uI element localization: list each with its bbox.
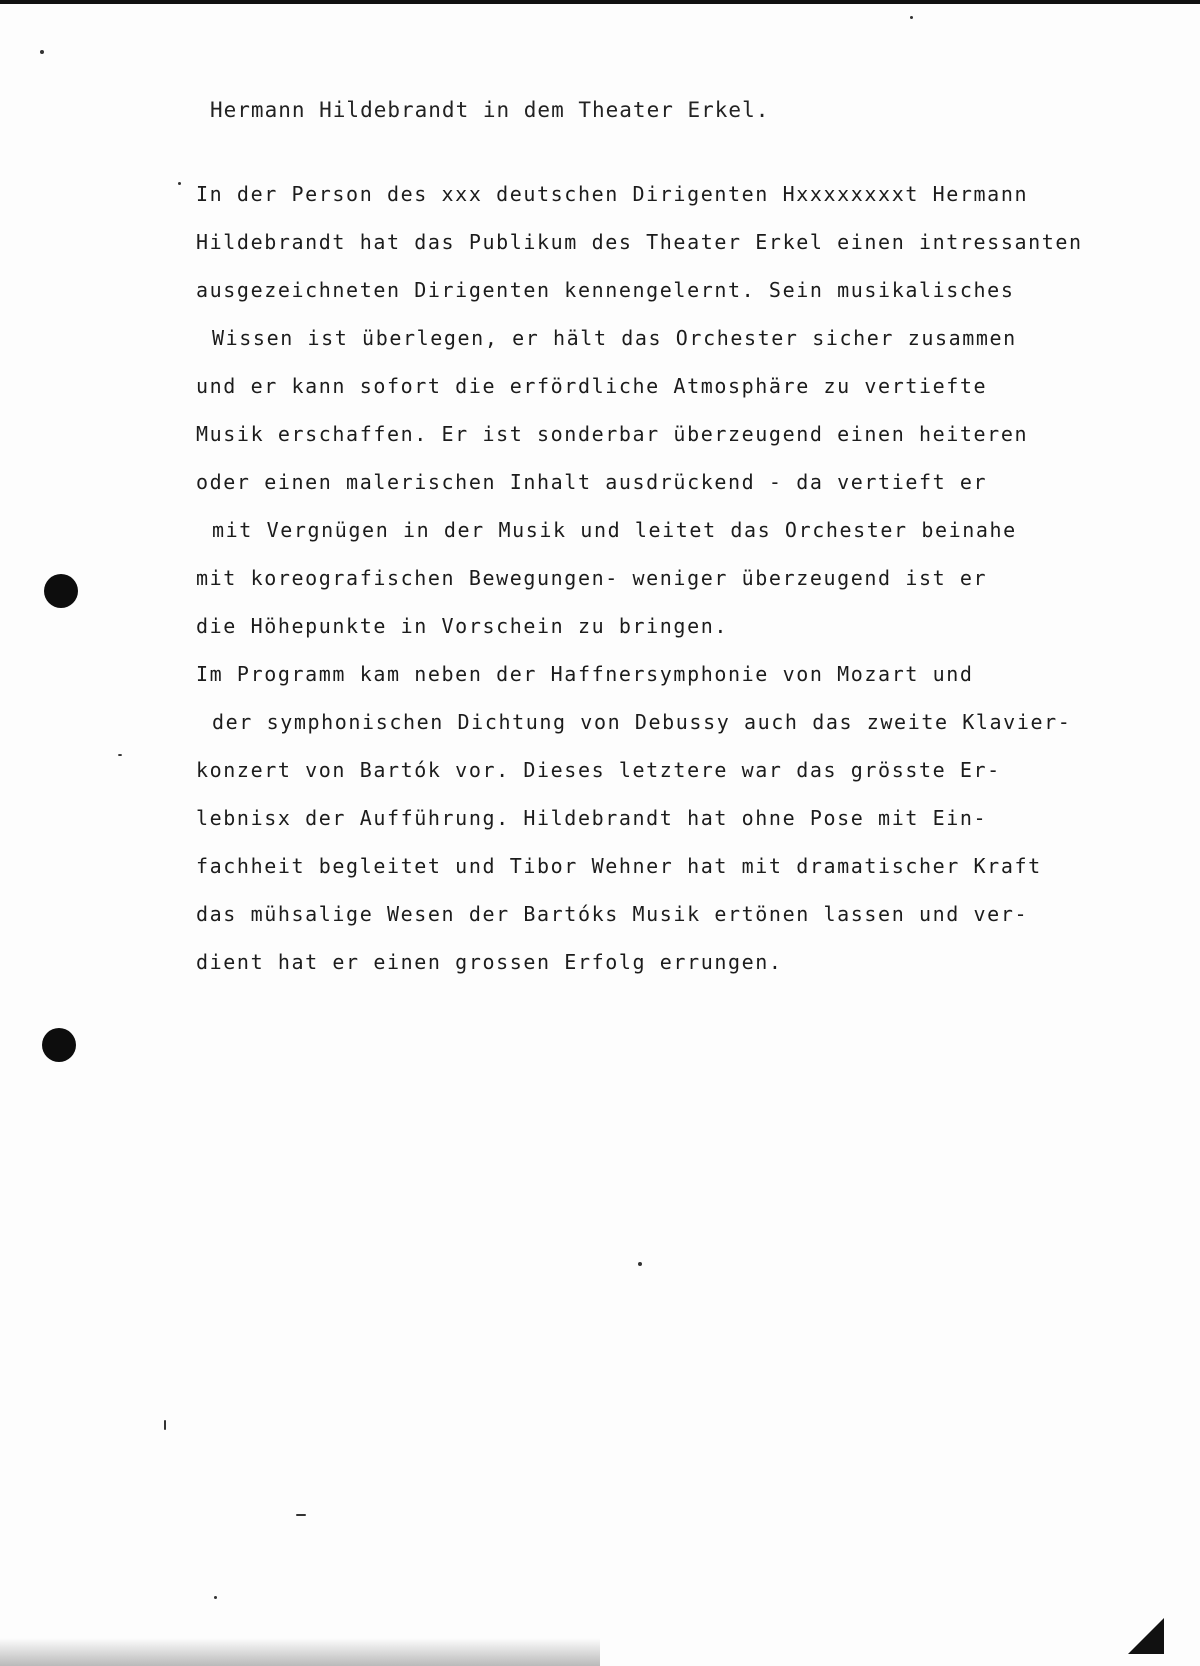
scan-speck bbox=[178, 182, 181, 185]
page-top-edge bbox=[0, 0, 1200, 4]
scan-speck bbox=[118, 754, 122, 756]
punch-hole-upper bbox=[44, 574, 78, 608]
text-line: die Höhepunkte in Vorschein zu bringen. bbox=[196, 614, 728, 638]
text-line: der symphonischen Dichtung von Debussy auch das zweite Klavier- bbox=[212, 710, 1072, 734]
document-title: Hermann Hildebrandt in dem Theater Erkel. bbox=[210, 98, 770, 122]
text-line: mit Vergnügen in der Musik und leitet das Orchester beinahe bbox=[212, 518, 1017, 542]
text-line: Musik erschaffen. Er ist sonderbar überzeugend einen heiteren bbox=[196, 422, 1029, 446]
text-line: und er kann sofort die erfördliche Atmosphäre zu vertiefte bbox=[196, 374, 988, 398]
text-line: In der Person des xxx deutschen Dirigenten Hxxxxxxxxt Hermann bbox=[196, 182, 1029, 206]
scan-speck bbox=[164, 1420, 166, 1430]
text-line: Wissen ist überlegen, er hält das Orchester sicher zusammen bbox=[212, 326, 1017, 350]
punch-hole-lower bbox=[42, 1028, 76, 1062]
scan-speck bbox=[296, 1514, 306, 1516]
scan-smudge bbox=[0, 1638, 600, 1666]
text-line: ausgezeichneten Dirigenten kennengelernt. Sein musikalisches bbox=[196, 278, 1015, 302]
corner-mark bbox=[1128, 1618, 1164, 1654]
text-line: fachheit begleitet und Tibor Wehner hat mit dramatischer Kraft bbox=[196, 854, 1042, 878]
text-line: das mühsalige Wesen der Bartóks Musik ertönen lassen und ver- bbox=[196, 902, 1029, 926]
text-line: konzert von Bartók vor. Dieses letztere war das grösste Er- bbox=[196, 758, 1001, 782]
text-line: mit koreografischen Bewegungen- weniger überzeugend ist er bbox=[196, 566, 988, 590]
text-line: lebnisx der Aufführung. Hildebrandt hat ohne Pose mit Ein- bbox=[196, 806, 988, 830]
text-line: oder einen malerischen Inhalt ausdrückend - da vertieft er bbox=[196, 470, 988, 494]
scan-speck bbox=[40, 50, 44, 54]
document-body bbox=[196, 170, 1156, 986]
scan-speck bbox=[638, 1262, 642, 1266]
text-line: dient hat er einen grossen Erfolg errungen. bbox=[196, 950, 783, 974]
text-line: Hildebrandt hat das Publikum des Theater Erkel einen intressanten bbox=[196, 230, 1083, 254]
scan-speck bbox=[910, 16, 913, 19]
scan-speck bbox=[214, 1596, 217, 1599]
text-line: Im Programm kam neben der Haffnersymphonie von Mozart und bbox=[196, 662, 974, 686]
